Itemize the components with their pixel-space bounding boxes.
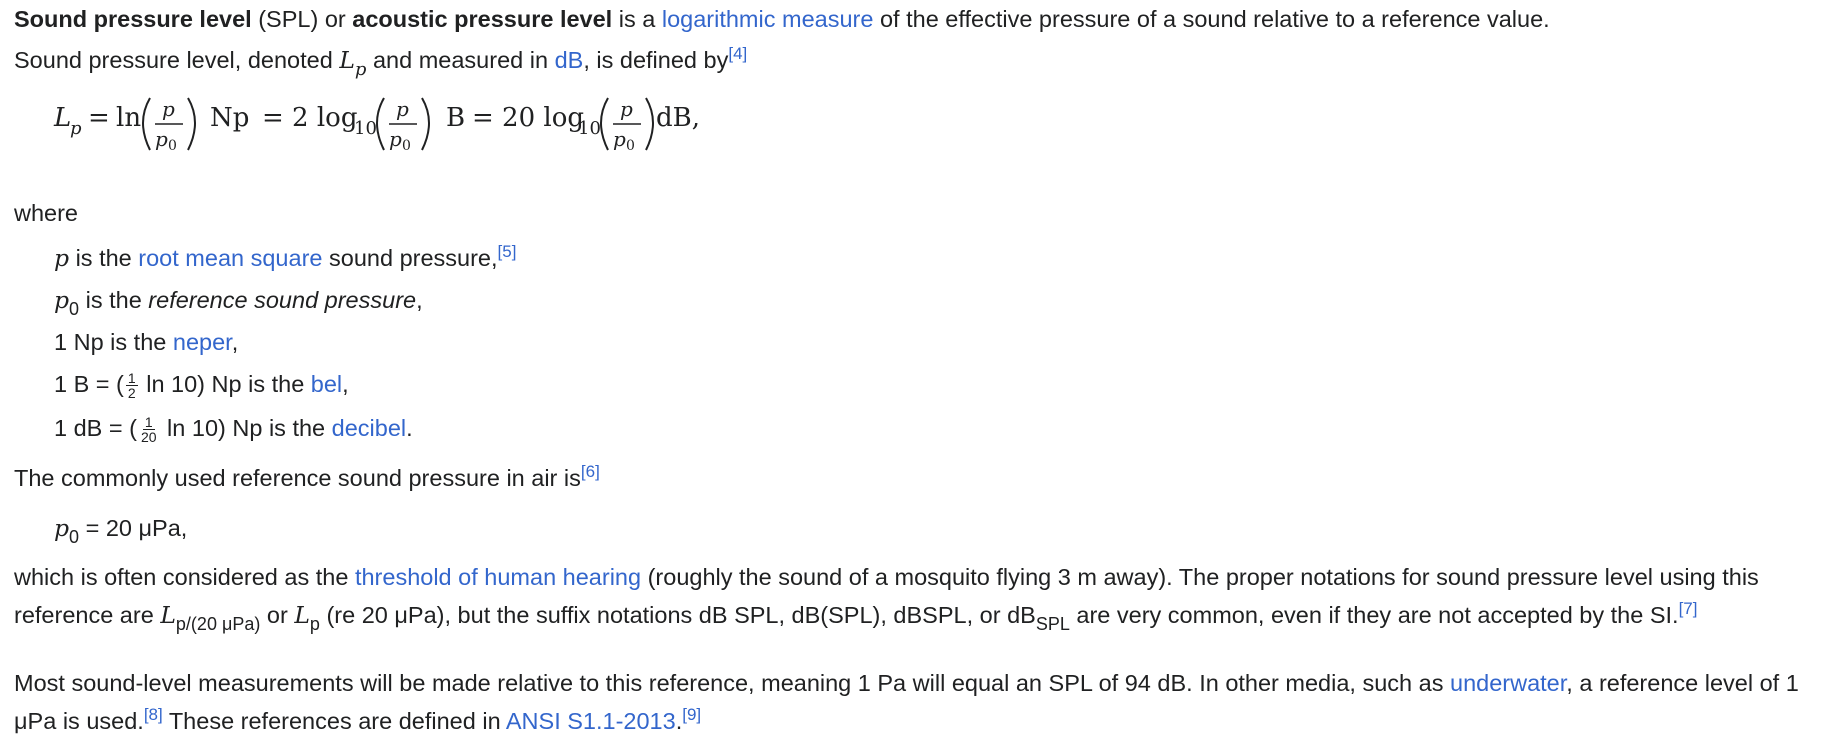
formula-lp-sub: p xyxy=(70,118,82,139)
symbol-sub: p xyxy=(354,59,367,80)
threshold-paragraph xyxy=(14,558,1830,634)
left-paren xyxy=(377,98,384,150)
def-text: 1 dB = ( xyxy=(54,415,137,441)
ref-4[interactable]: [4] xyxy=(728,44,748,63)
link-bel[interactable]: bel xyxy=(310,371,343,397)
formula-log-sub: 10 xyxy=(578,118,601,139)
frac-num: p xyxy=(162,97,175,121)
media-text: Most sound-level measurements will be made relative to this reference, meaning 1 Pa will equal an SPL of 94 dB. In other media, such as xyxy=(14,670,1450,696)
frac-den: p xyxy=(389,127,402,151)
media-text: . xyxy=(675,708,683,734)
threshold-text: (roughly the sound of a mosquito flying 3 m away). The proper notations for sound pressure level using this reference are xyxy=(14,564,1759,628)
reference-text: The commonly used reference sound pressure in air is xyxy=(14,465,581,491)
frac-num: p xyxy=(396,97,409,121)
intro-text: is a xyxy=(612,6,662,32)
symbol-p: p xyxy=(54,286,70,314)
right-paren xyxy=(188,98,195,150)
def-text: is the xyxy=(79,287,149,313)
def-text: , xyxy=(231,329,239,355)
link-ansi-s1-1-2013[interactable]: ANSI S1.1-2013 xyxy=(505,708,676,734)
def-bel xyxy=(54,364,349,404)
symbol-sub: 0 xyxy=(69,527,80,547)
threshold-text: (re 20 μPa), but the suffix notations dB SPL, dB(SPL), dBSPL, or dB xyxy=(319,602,1036,628)
def-text: is the xyxy=(69,245,139,271)
fraction-numerator: 1 xyxy=(127,370,136,387)
link-decibel[interactable]: decibel xyxy=(331,415,407,441)
ref-5[interactable]: [5] xyxy=(497,242,517,261)
formula-eq: = xyxy=(88,103,110,133)
definition-paragraph xyxy=(14,41,1830,79)
ref-7[interactable]: [7] xyxy=(1678,599,1698,618)
media-paragraph xyxy=(14,664,1830,740)
formula-db: dB, xyxy=(656,103,701,133)
def-neper xyxy=(54,322,238,362)
ref-9[interactable]: [9] xyxy=(682,705,702,724)
ref-8[interactable]: [8] xyxy=(143,705,163,724)
formula-svg xyxy=(54,92,701,184)
symbol-lp xyxy=(339,46,367,80)
spl-formula xyxy=(54,92,701,184)
intro-paragraph xyxy=(14,0,1830,38)
threshold-text: or xyxy=(260,602,295,628)
reference-value-text: = 20 μPa, xyxy=(79,515,188,541)
def-p xyxy=(54,238,516,278)
fraction-denominator: 20 xyxy=(140,429,157,446)
def-text: , xyxy=(342,371,349,397)
def-p0 xyxy=(54,280,423,320)
intro-text: (SPL) or xyxy=(251,6,353,32)
definition-text: and measured in xyxy=(366,47,555,73)
formula-np: Np xyxy=(210,103,250,133)
link-threshold-of-human-hearing[interactable]: threshold of human hearing xyxy=(354,564,642,590)
def-text: sound pressure, xyxy=(322,245,498,271)
formula-ln: ln xyxy=(116,103,142,133)
fraction-half xyxy=(126,371,138,400)
threshold-text: are very common, even if they are not accepted by the SI. xyxy=(1069,602,1679,628)
fraction-twentieth xyxy=(139,415,159,444)
symbol-p: p xyxy=(54,244,70,272)
spl-sub: SPL xyxy=(1035,614,1070,634)
term-reference-sound-pressure: reference sound pressure xyxy=(148,287,417,313)
frac-den: p xyxy=(155,127,168,151)
left-paren xyxy=(143,98,150,150)
reference-value xyxy=(54,508,187,548)
symbol-l: L xyxy=(160,601,176,629)
definition-text: Sound pressure level, denoted xyxy=(14,47,340,73)
threshold-text: which is often considered as the xyxy=(14,564,355,590)
def-text: , xyxy=(416,287,423,313)
intro-text: of the effective pressure of a sound relative to a reference value. xyxy=(873,6,1550,32)
symbol-sub: p xyxy=(309,614,320,634)
link-logarithmic-measure[interactable]: logarithmic measure xyxy=(661,6,874,32)
fraction-numerator: 1 xyxy=(144,414,153,431)
formula-lp: L xyxy=(54,103,72,133)
frac-den-sub: 0 xyxy=(626,138,635,154)
formula-eq3: = 20 log xyxy=(472,103,585,133)
left-paren xyxy=(601,98,608,150)
media-text: These references are defined in xyxy=(162,708,506,734)
symbol-sub: p/(20 μPa) xyxy=(175,614,261,634)
fraction-denominator: 2 xyxy=(127,385,136,402)
def-text: ln 10) Np is the xyxy=(160,415,332,441)
link-neper[interactable]: neper xyxy=(172,329,232,355)
frac-den-sub: 0 xyxy=(168,138,177,154)
link-root-mean-square[interactable]: root mean square xyxy=(138,245,323,271)
reference-sentence xyxy=(14,459,1830,497)
def-text: . xyxy=(406,415,413,441)
symbol-sub: 0 xyxy=(69,299,80,319)
right-paren xyxy=(646,98,653,150)
frac-den: p xyxy=(613,127,626,151)
def-decibel xyxy=(54,408,413,448)
symbol-l: L xyxy=(294,601,310,629)
frac-den-sub: 0 xyxy=(402,138,411,154)
where-label: where xyxy=(14,200,79,226)
term-spl: Sound pressure level xyxy=(14,6,252,32)
term-acoustic-pressure-level: acoustic pressure level xyxy=(352,6,613,32)
frac-num: p xyxy=(620,97,633,121)
def-text: ln 10) Np is the xyxy=(139,371,311,397)
formula-b: B xyxy=(446,103,466,133)
def-text: 1 Np is the xyxy=(54,329,173,355)
definition-text: , is defined by xyxy=(583,47,729,73)
link-db[interactable]: dB xyxy=(554,47,584,73)
media-text: , a reference level of 1 μPa is used. xyxy=(14,670,1799,734)
symbol-p: p xyxy=(54,514,70,542)
link-underwater[interactable]: underwater xyxy=(1450,670,1567,696)
formula-log-sub: 10 xyxy=(354,118,377,139)
symbol-l: L xyxy=(339,46,355,74)
ref-6[interactable]: [6] xyxy=(580,462,600,481)
formula-eq2: = 2 log xyxy=(262,103,358,133)
def-text: 1 B = ( xyxy=(54,371,124,397)
right-paren xyxy=(422,98,429,150)
